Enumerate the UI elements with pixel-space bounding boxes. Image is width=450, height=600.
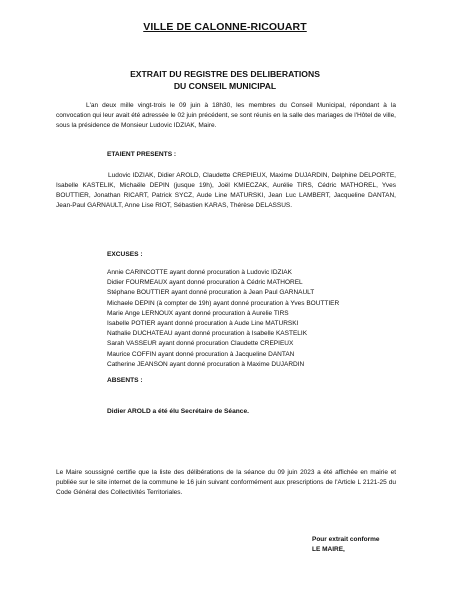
list-item: Isabelle POTIER ayant donné procuration à Aude Line MATURSKI (107, 320, 299, 328)
list-item: Annie CARINCOTTE ayant donné procuration à Ludovic IDZIAK (107, 269, 292, 276)
secretary-statement: Didier AROLD a été élu Secrétaire de Séance. (107, 408, 249, 415)
list-item: Stéphane BOUTTIER ayant donné procuration à Jean Paul GARNAULT (107, 289, 315, 297)
intro-paragraph: L'an deux mille vingt-trois le 09 juin à 18h30, les membres du Conseil Municipal, répondant à la convocation qui leur avait été adressée le 02 juin précédent, se sont réunis en la salle des mariages de l'Hôtel de ville, sous la présidence de Monsieur Ludovic IDZIAK, Maire. (56, 102, 396, 129)
absents-heading: ABSENTS : (107, 377, 143, 384)
town-title: VILLE DE CALONNE-RICOUART (143, 21, 307, 33)
council-title: DU CONSEIL MUNICIPAL (173, 81, 277, 91)
list-item: Nathalie DUCHATEAU ayant donné procuration à Isabelle KASTELIK (107, 330, 308, 338)
presents-heading: ETAIENT PRESENTS : (107, 151, 177, 158)
list-item: Marie Ange LERNOUX ayant donné procuration à Aurelie TIRS (107, 309, 289, 317)
presents-list: Ludovic IDZIAK, Didier AROLD, Claudette CREPIEUX, Maxime DUJARDIN, Delphine DELPORTE, Isabelle KASTELIK, Michaële DEPIN (jusque 19h), Joël KMIECZAK, Aurélie TIRS, Cédric MATHOREL, Yves BOUTTIER, Jonathan RICART, Patrick SYCZ, Aude Line MATURSKI, Jean Luc LAMBERT, Jacqueline DANTAN, Jean-Paul GARNAULT, Anne Lise RIOT, Sébastien KARAS, Thérèse DELASSUS. (56, 172, 396, 209)
list-item: Michaele DEPIN (à compter de 19h) ayant donné procuration à Yves BOUTTIER (107, 299, 340, 307)
list-item: Catherine JEANSON ayant donné procuration à Maxime DUJARDIN (107, 360, 305, 368)
signature-extract-line: Pour extrait conforme (312, 536, 380, 543)
certification-paragraph: Le Maire soussigné certifie que la liste des délibérations de la séance du 09 juin 2023 a été affichée en mairie et publiée sur le site internet de la commune le 16 juin suivant conformément aux prescriptions de l'Article L 2121-25 du Code Général des Collectivités Territoriales. (56, 469, 396, 496)
list-item: Didier FOURMEAUX ayant donné procuration à Cédric MATHOREL (107, 279, 303, 287)
register-title: EXTRAIT DU REGISTRE DES DELIBERATIONS (130, 69, 320, 79)
signature-mayor-line: LE MAIRE, (312, 546, 345, 553)
excuses-list (107, 268, 339, 370)
list-item: Sarah VASSEUR ayant donné procuration Claudette CREPIEUX (107, 340, 294, 348)
excuses-heading: EXCUSES : (107, 251, 143, 258)
list-item: Maurice COFFIN ayant donné procuration à Jacqueline DANTAN (107, 350, 295, 358)
